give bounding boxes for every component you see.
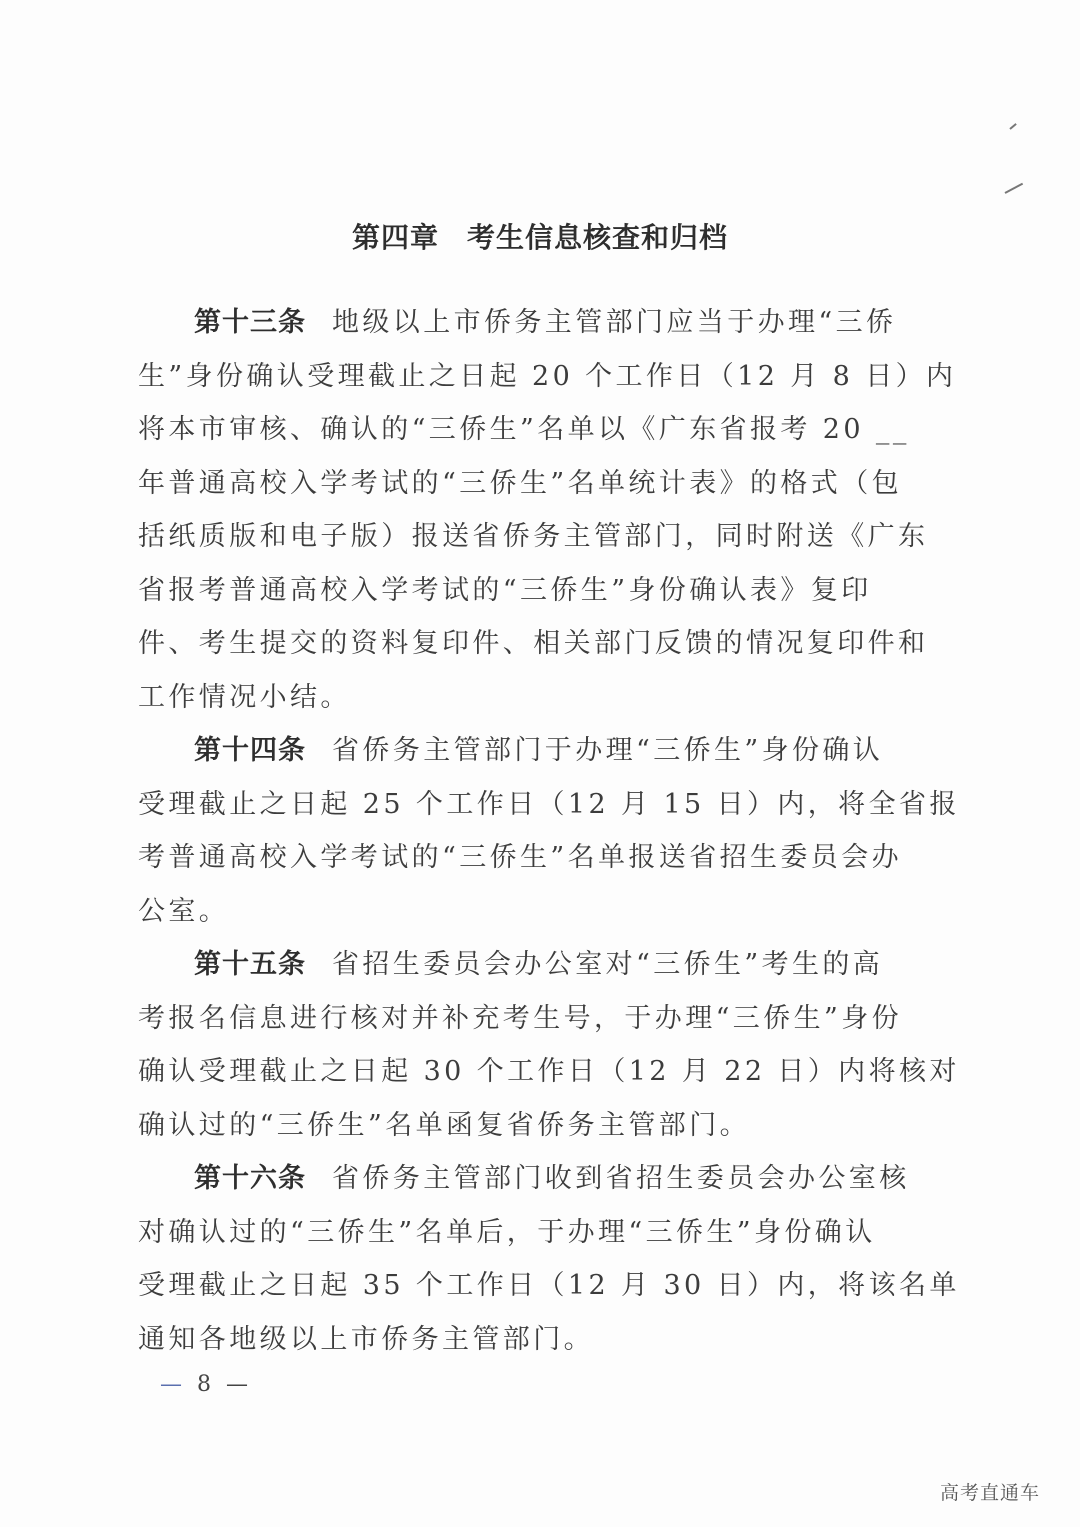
article-line: 通知各地级以上市侨务主管部门。 <box>138 1323 594 1355</box>
article-line: 受理截止之日起 35 个工作日（12 月 30 日）内，将该名单 <box>138 1270 960 1301</box>
article-line: 考报名信息进行核对并补充考生号，于办理“三侨生”身份 <box>138 1002 903 1034</box>
page-number-value: 8 <box>197 1372 215 1397</box>
article-line: 括纸质版和电子版）报送省侨务主管部门，同时附送《广东 <box>138 521 929 552</box>
article-15 <box>138 938 960 1152</box>
article-line <box>138 724 938 778</box>
article-heading: 第十五条 <box>194 949 306 980</box>
article-line: 工作情况小结。 <box>138 681 351 713</box>
article-line: 省报考普通高校入学考试的“三侨生”身份确认表》复印 <box>138 574 872 606</box>
article-line: 年普通高校入学考试的“三侨生”名单统计表》的格式（包 <box>138 467 903 499</box>
article-line: 生”身份确认受理截止之日起 20 个工作日（12 月 8 日）内 <box>138 360 957 392</box>
page-number <box>160 1372 252 1397</box>
article-text: 地级以上市侨务主管部门应当于办理“三侨 <box>332 307 897 338</box>
article-line: 确认受理截止之日起 30 个工作日（12 月 22 日）内将核对 <box>138 1056 960 1087</box>
article-line: 件、考生提交的资料复印件、相关部门反馈的情况复印件和 <box>138 628 929 659</box>
article-line <box>138 1152 938 1206</box>
scan-artifact-mark <box>1009 123 1016 130</box>
article-heading: 第十三条 <box>194 307 306 338</box>
article-16 <box>138 1152 960 1366</box>
chapter-name: 考生信息核查和归档 <box>467 221 729 254</box>
article-line <box>138 938 938 992</box>
article-line: 受理截止之日起 25 个工作日（12 月 15 日）内，将全省报 <box>138 788 960 820</box>
article-line: 确认过的“三侨生”名单函复省侨务主管部门。 <box>138 1109 751 1141</box>
article-13 <box>138 296 957 724</box>
document-body <box>138 296 960 1366</box>
article-text: 省侨务主管部门于办理“三侨生”身份确认 <box>332 735 884 766</box>
scan-artifact-mark <box>1005 183 1024 194</box>
page-number-dash-left: — <box>160 1372 186 1397</box>
article-14 <box>138 724 960 938</box>
article-heading: 第十六条 <box>194 1163 306 1194</box>
article-text: 省招生委员会办公室对“三侨生”考生的高 <box>332 949 884 980</box>
article-line: 对确认过的“三侨生”名单后，于办理“三侨生”身份确认 <box>138 1216 876 1248</box>
article-line <box>138 296 938 350</box>
article-text: 省侨务主管部门收到省招生委员会办公室核 <box>332 1163 910 1194</box>
chapter-title <box>0 216 1080 256</box>
article-line: 将本市审核、确认的“三侨生”名单以《广东省报考 20 __ <box>138 414 910 445</box>
article-heading: 第十四条 <box>194 735 306 766</box>
article-line: 公室。 <box>138 895 230 927</box>
page-number-dash-right: — <box>226 1372 252 1397</box>
watermark-text: 高考直通车 <box>940 1482 1041 1504</box>
article-line: 考普通高校入学考试的“三侨生”名单报送省招生委员会办 <box>138 842 903 873</box>
chapter-number: 第四章 <box>351 221 439 254</box>
